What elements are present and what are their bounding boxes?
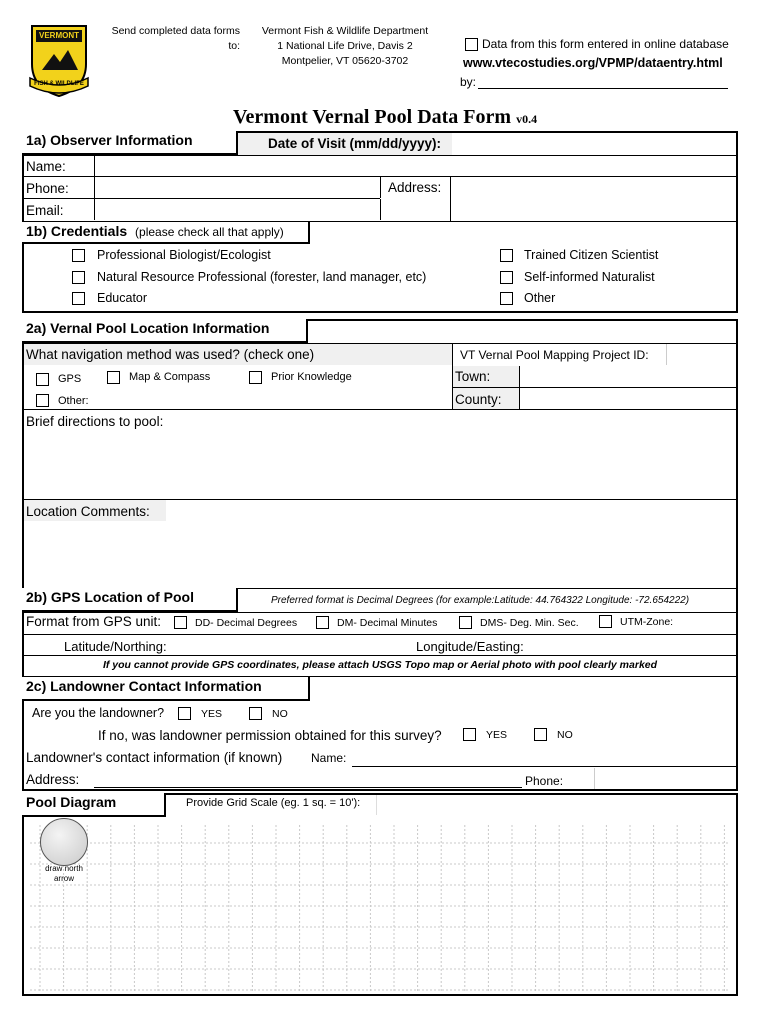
permission-question: If no, was landowner permission obtained for this survey? bbox=[98, 728, 442, 743]
nav-other-checkbox[interactable] bbox=[36, 394, 49, 407]
vermont-fish-wildlife-logo bbox=[24, 22, 94, 100]
nav-map-compass-checkbox[interactable] bbox=[107, 371, 120, 384]
format-utm-checkbox[interactable] bbox=[599, 615, 612, 628]
section-1b-header bbox=[22, 221, 310, 244]
section-1b-subtitle: (please check all that apply) bbox=[135, 225, 284, 239]
format-dm-label: DM- Decimal Minutes bbox=[337, 617, 438, 629]
format-dm-checkbox[interactable] bbox=[316, 616, 329, 629]
credential-option: Natural Resource Professional (forester, land manager, etc) bbox=[97, 270, 427, 284]
gps-format-label: Format from GPS unit: bbox=[26, 614, 162, 629]
nav-map-compass-label: Map & Compass bbox=[129, 371, 211, 383]
north-arrow-label: draw north arrow bbox=[45, 864, 83, 883]
credential-option: Trained Citizen Scientist bbox=[524, 248, 659, 262]
landowner-phone-label: Phone: bbox=[525, 774, 564, 788]
format-utm-label: UTM-Zone: bbox=[620, 616, 674, 628]
send-instructions bbox=[100, 24, 240, 54]
section-1a-header: 1a) Observer Information bbox=[22, 131, 238, 155]
credential-checkbox[interactable] bbox=[500, 249, 513, 262]
landowner-contact-label: Landowner's contact information (if known) bbox=[26, 750, 283, 765]
format-dms-checkbox[interactable] bbox=[459, 616, 472, 629]
town-field[interactable] bbox=[519, 366, 737, 387]
are-you-landowner-label: Are you the landowner? bbox=[32, 706, 165, 720]
landowner-yes-checkbox[interactable] bbox=[178, 707, 191, 720]
preferred-format-note: Preferred format is Decimal Degrees (for example:Latitude: 44.764322 Longitude: -72.654222) bbox=[271, 595, 690, 606]
grid-scale-field[interactable] bbox=[376, 795, 737, 815]
online-database-label: Data from this form entered in online database bbox=[482, 37, 729, 51]
credential-option: Self-informed Naturalist bbox=[524, 270, 655, 284]
department-address bbox=[250, 24, 440, 69]
send-line-2: to: bbox=[228, 40, 240, 52]
landowner-phone-field[interactable] bbox=[594, 768, 737, 789]
permission-yes-label: YES bbox=[486, 729, 508, 741]
nav-gps-label: GPS bbox=[58, 373, 82, 385]
nav-gps-checkbox[interactable] bbox=[36, 373, 49, 386]
format-dd-checkbox[interactable] bbox=[174, 616, 187, 629]
county-field[interactable] bbox=[519, 388, 737, 409]
town-label: Town: bbox=[455, 369, 491, 384]
grid-scale-label: Provide Grid Scale (eg. 1 sq. = 10'): bbox=[186, 797, 361, 809]
landowner-address-label: Address: bbox=[26, 772, 80, 787]
mapping-project-id-label: VT Vernal Pool Mapping Project ID: bbox=[460, 348, 649, 362]
date-of-visit-label: Date of Visit (mm/dd/yyyy): bbox=[268, 136, 442, 151]
send-line-1: Send completed data forms bbox=[111, 25, 240, 37]
credential-option: Educator bbox=[97, 291, 148, 305]
location-comments-label: Location Comments: bbox=[26, 504, 150, 519]
gps-alternative-note: If you cannot provide GPS coordinates, please attach USGS Topo map or Aerial photo with pool clearly marked bbox=[102, 659, 658, 671]
navigation-method-question: What navigation method was used? (check one) bbox=[26, 347, 315, 362]
observer-phone-field[interactable] bbox=[94, 177, 381, 198]
section-2c-header: 2c) Landowner Contact Information bbox=[22, 677, 310, 701]
dept-line-1: Vermont Fish & Wildlife Department bbox=[261, 25, 429, 37]
directions-field[interactable] bbox=[24, 432, 736, 498]
dept-line-3: Montpelier, VT 05620-3702 bbox=[281, 55, 409, 67]
format-dd-label: DD- Decimal Degrees bbox=[195, 617, 298, 629]
latitude-label: Latitude/Northing: bbox=[64, 639, 167, 654]
diagram-grid[interactable] bbox=[30, 825, 730, 993]
credential-option: Other bbox=[524, 291, 556, 305]
directions-label: Brief directions to pool: bbox=[26, 414, 164, 429]
format-dms-label: DMS- Deg. Min. Sec. bbox=[480, 617, 579, 629]
section-1b-title: 1b) Credentials bbox=[26, 223, 128, 239]
permission-yes-checkbox[interactable] bbox=[463, 728, 476, 741]
form-title-text: Vermont Vernal Pool Data Form bbox=[232, 106, 512, 128]
form-title bbox=[0, 106, 770, 129]
form-version: v0.4 bbox=[516, 112, 538, 126]
observer-name-field[interactable] bbox=[94, 156, 737, 176]
data-entry-url[interactable]: www.vtecostudies.org/VPMP/dataentry.html bbox=[463, 56, 723, 70]
nav-prior-knowledge-label: Prior Knowledge bbox=[271, 371, 352, 383]
logo-text-top: VERMONT bbox=[39, 31, 79, 40]
section-2b-header: 2b) GPS Location of Pool bbox=[22, 588, 238, 612]
section-2a-header: 2a) Vernal Pool Location Information bbox=[22, 319, 308, 343]
landowner-no-label: NO bbox=[272, 708, 288, 720]
row-divider bbox=[24, 612, 736, 613]
county-label: County: bbox=[455, 392, 502, 407]
credential-checkbox[interactable] bbox=[72, 249, 85, 262]
online-database-checkbox[interactable] bbox=[465, 38, 478, 51]
nav-other-label: Other: bbox=[58, 395, 89, 407]
longitude-field[interactable] bbox=[550, 635, 736, 655]
landowner-name-label: Name: bbox=[311, 751, 347, 765]
observer-email-field[interactable] bbox=[94, 199, 381, 220]
credential-option: Professional Biologist/Ecologist bbox=[97, 248, 271, 262]
row-divider bbox=[24, 409, 736, 410]
row-divider bbox=[24, 655, 736, 656]
by-line[interactable] bbox=[478, 88, 728, 89]
landowner-no-checkbox[interactable] bbox=[249, 707, 262, 720]
observer-phone-label: Phone: bbox=[26, 181, 69, 196]
north-arrow-circle[interactable] bbox=[40, 818, 88, 866]
landowner-yes-label: YES bbox=[201, 708, 223, 720]
longitude-label: Longitude/Easting: bbox=[416, 639, 524, 654]
by-label: by: bbox=[460, 75, 477, 89]
landowner-address-line[interactable] bbox=[94, 787, 522, 788]
location-comments-field[interactable] bbox=[24, 522, 736, 588]
credential-checkbox[interactable] bbox=[72, 292, 85, 305]
permission-no-label: NO bbox=[557, 729, 573, 741]
observer-address-label: Address: bbox=[388, 180, 442, 195]
credential-checkbox[interactable] bbox=[72, 271, 85, 284]
dept-line-2: 1 National Life Drive, Davis 2 bbox=[277, 40, 413, 52]
observer-name-label: Name: bbox=[26, 159, 66, 174]
latitude-field[interactable] bbox=[190, 635, 410, 655]
landowner-name-line[interactable] bbox=[352, 766, 736, 767]
date-of-visit-field[interactable] bbox=[452, 133, 736, 155]
observer-address-field[interactable] bbox=[450, 177, 737, 221]
credential-checkbox[interactable] bbox=[500, 271, 513, 284]
credential-checkbox[interactable] bbox=[500, 292, 513, 305]
logo-text-bottom: FISH & WILDLIFE bbox=[34, 81, 84, 87]
nav-prior-knowledge-checkbox[interactable] bbox=[249, 371, 262, 384]
mapping-project-id-field[interactable] bbox=[666, 344, 737, 365]
permission-no-checkbox[interactable] bbox=[534, 728, 547, 741]
pool-diagram-header: Pool Diagram bbox=[22, 793, 166, 817]
observer-email-label: Email: bbox=[26, 203, 64, 218]
